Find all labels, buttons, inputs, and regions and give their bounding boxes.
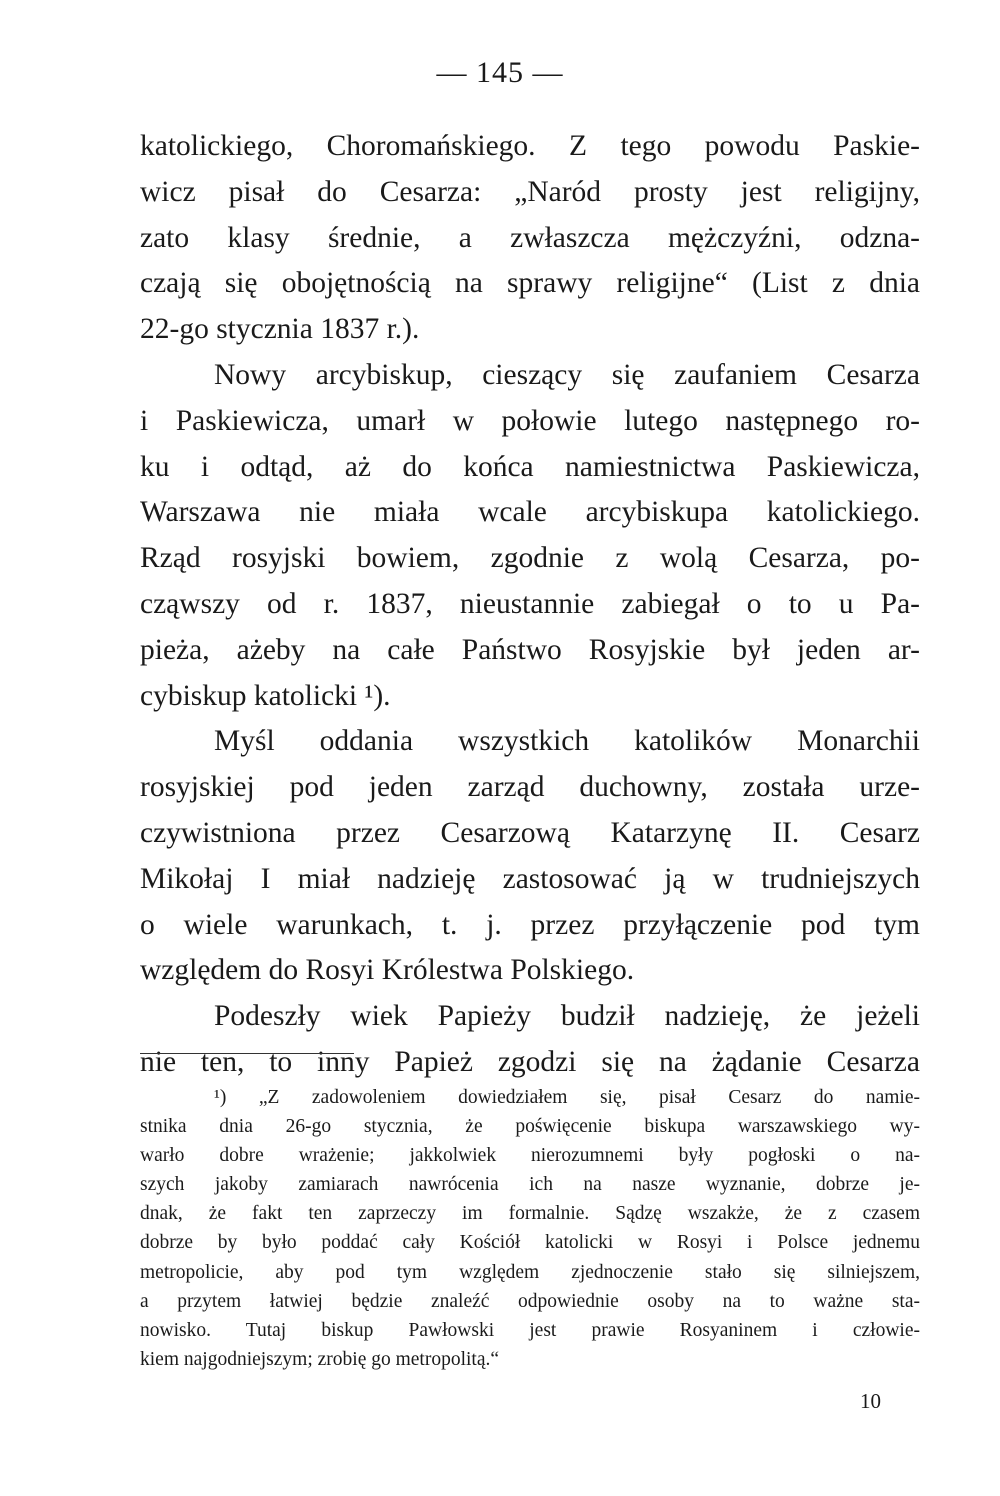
footnote-line: kiem najgodniejszym; zrobię go metropolitą.“ [140, 1348, 500, 1370]
text-line: czają się obojętnością na sprawy religijne“ (List z dnia [140, 267, 920, 300]
footnote-line: stnika dnia 26-go stycznia, że poświęcenie biskupa warszawskiego wy- [140, 1116, 920, 1138]
text-line: ku i odtąd, aż do końca namiestnictwa Paskiewicza, [140, 450, 920, 483]
footnote-line: nowisko. Tutaj biskup Pawłowski jest prawie Rosyaninem i człowie- [140, 1319, 920, 1341]
text-line: czywistniona przez Cesarzową Katarzynę II. Cesarz [140, 816, 920, 849]
text-line: Myśl oddania wszystkich katolików Monarchii [214, 725, 920, 758]
footnote-line: warło dobre wrażenie; jakkolwiek nierozumnemi były pogłoski o na- [140, 1145, 920, 1167]
signature-mark: 10 [860, 1389, 881, 1413]
text-line: Rząd rosyjski bowiem, zgodnie z wolą Cesarza, po- [140, 542, 920, 575]
text-line: nie ten, to inny Papież zgodzi się na żądanie Cesarza [140, 1045, 920, 1078]
text-line: wicz pisał do Cesarza: „Naród prosty jest religijny, [140, 175, 920, 208]
text-line: względem do Rosyi Królestwa Polskiego. [140, 954, 635, 987]
text-line: rosyjskiej pod jeden zarząd duchowny, została urze- [140, 771, 920, 804]
text-line: cybiskup katolicki ¹). [140, 679, 391, 712]
text-line: cząwszy od r. 1837, nieustannie zabiegał o to u Pa- [140, 587, 920, 620]
footnote-line: dnak, że fakt ten zaprzeczy im formalnie. Sądzę wszakże, że z czasem [140, 1203, 920, 1225]
text-line: zato klasy średnie, a zwłaszcza mężczyźni, odzna- [140, 221, 920, 254]
text-line: Mikołaj I miał nadzieję zastosować ją w trudniejszych [140, 862, 920, 895]
footnote-rule [140, 1053, 354, 1054]
text-line: Podeszły wiek Papieży budził nadzieję, że jeżeli [214, 1000, 920, 1033]
text-line: 22-go stycznia 1837 r.). [140, 313, 420, 346]
footnote-line: metropolicie, aby pod tym względem zjednoczenie stało się silniejszem, [140, 1261, 920, 1283]
footnote-line: dobrze by było poddać cały Kościół katolicki w Rosyi i Polsce jednemu [140, 1232, 920, 1254]
footnote-line: a przytem łatwiej będzie znaleźć odpowiednie osoby na to ważne sta- [140, 1290, 920, 1312]
text-line: Warszawa nie miała wcale arcybiskupa katolickiego. [140, 496, 920, 529]
page-number: — 145 — [436, 56, 564, 89]
text-line: o wiele warunkach, t. j. przez przyłączenie pod tym [140, 908, 920, 941]
footnote-line: ¹) „Z zadowoleniem dowiedziałem się, pisał Cesarz do namie- [214, 1087, 920, 1108]
body-text [140, 124, 920, 1086]
text-line: pieża, ażeby na całe Państwo Rosyjskie był jeden ar- [140, 633, 920, 666]
text-line: Nowy arcybiskup, cieszący się zaufaniem Cesarza [214, 358, 920, 391]
footnotes [140, 1083, 920, 1374]
text-line: i Paskiewicza, umarł w połowie lutego następnego ro- [140, 404, 920, 437]
footnote-line: szych jakoby zamiarach nawrócenia ich na nasze wyznanie, dobrze je- [140, 1174, 920, 1196]
text-line: katolickiego, Choromańskiego. Z tego powodu Paskie- [140, 130, 920, 162]
